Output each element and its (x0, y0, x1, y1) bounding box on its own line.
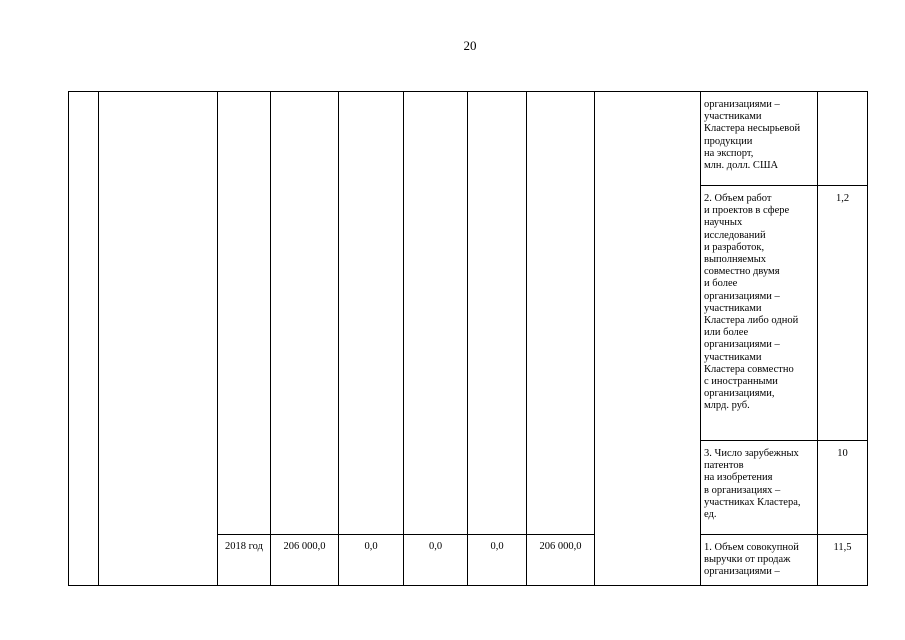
row-separator-indicators (700, 185, 868, 186)
value-cell: 0,0 (490, 541, 504, 552)
col-border (403, 91, 404, 586)
year-cell: 2018 год (225, 541, 263, 552)
table-top-border (68, 91, 868, 92)
indicator-value: 10 (837, 448, 848, 459)
row-separator-indicators (700, 440, 868, 441)
indicator-text: организациями – участниками Кластера несырьевой продукции на экспорт, млн. долл. США (704, 99, 801, 172)
page-number: 20 (463, 38, 477, 53)
col-border (867, 91, 868, 586)
indicator-value: 1,2 (835, 193, 850, 204)
col-border (700, 91, 701, 586)
indicator-text: 1. Объем совокупной выручки от продаж организациями – (704, 542, 799, 578)
table-bottom-border (68, 585, 868, 586)
value-cell-total: 206 000,0 (283, 541, 326, 552)
col-border (98, 91, 99, 586)
value-cell: 0,0 (364, 541, 378, 552)
col-border (270, 91, 271, 586)
value-cell: 206 000,0 (539, 541, 582, 552)
value-cell: 0,0 (428, 541, 443, 552)
indicator-text: 3. Число зарубежных патентов на изобретения в организациях – участниках Кластера, ед. (704, 448, 801, 521)
col-border (526, 91, 527, 586)
indicator-value: 11,5 (833, 542, 852, 553)
col-border (817, 91, 818, 586)
col-border (217, 91, 218, 586)
col-border (467, 91, 468, 586)
col-border (338, 91, 339, 586)
row-separator-indicators (700, 534, 868, 535)
col-border (68, 91, 69, 586)
indicator-text: 2. Объем работ и проектов в сфере научных исследований и разработок, выполняемых совместно двумя и более организациями – участниками Кластера либо одной или более организациями – участниками Кластера совместно с иностранными организациями, млрд. руб. (704, 193, 799, 412)
row-separator-values (217, 534, 594, 535)
col-border (594, 91, 595, 586)
